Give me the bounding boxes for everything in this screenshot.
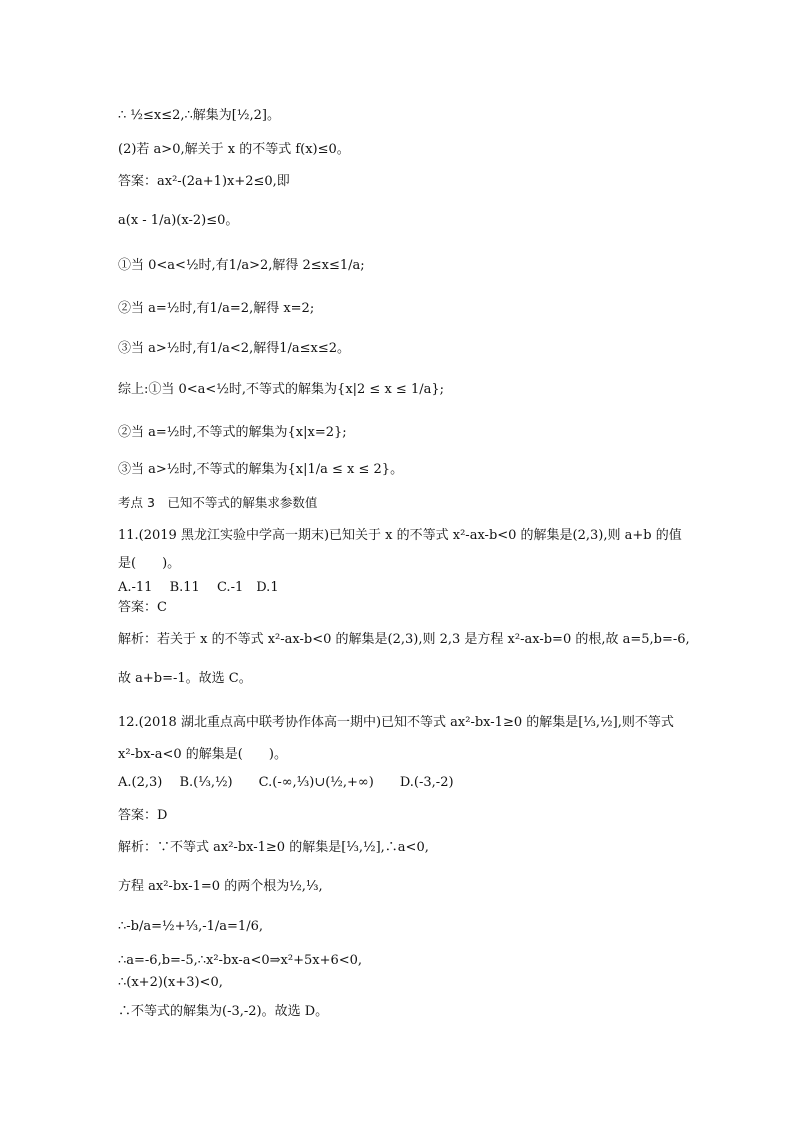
text-line: (2)若 a>0,解关于 x 的不等式 f(x)≤0。 [118, 142, 350, 157]
answer-label: 答案：C [118, 600, 167, 615]
text-line: ②当 a=½时,不等式的解集为{x|x=2}; [118, 425, 347, 440]
text-line: 故 a+b=-1。故选 C。 [118, 671, 252, 686]
section-heading: 考点 3 已知不等式的解集求参数值 [118, 495, 318, 510]
question-11: 11.(2019 黑龙江实验中学高一期末)已知关于 x 的不等式 x²-ax-b<0 的解集是(2,3),则 a+b 的值 [118, 528, 682, 543]
text-line: ∴(x+2)(x+3)<0, [118, 975, 223, 990]
text-line: x²-bx-a<0 的解集是( )。 [118, 747, 287, 762]
text-line: a(x - 1/a)(x-2)≤0。 [118, 213, 239, 228]
answer-label: 答案：D [118, 808, 168, 823]
text-line: ①当 0<a<½时,有1/a>2,解得 2≤x≤1/a; [118, 258, 365, 273]
text-line: 答案：ax²-(2a+1)x+2≤0,即 [118, 174, 290, 189]
text-line: ∴ ½≤x≤2,∴解集为[½,2]。 [118, 108, 280, 123]
text-line: ③当 a>½时,有1/a<2,解得1/a≤x≤2。 [118, 341, 350, 356]
text-line: ∴a=-6,b=-5,∴x²-bx-a<0⇒x²+5x+6<0, [118, 953, 363, 968]
text-line: ∴不等式的解集为(-3,-2)。故选 D。 [118, 1004, 329, 1019]
text-line: ②当 a=½时,有1/a=2,解得 x=2; [118, 301, 315, 316]
text-line: ③当 a>½时,不等式的解集为{x|1/a ≤ x ≤ 2}。 [118, 462, 404, 477]
text-line: 是( )。 [118, 556, 181, 571]
text-line: 方程 ax²-bx-1=0 的两个根为½,⅓, [118, 879, 323, 894]
text-line: ∴-b/a=½+⅓,-1/a=1/6, [118, 919, 263, 934]
explanation: 解析：∵不等式 ax²-bx-1≥0 的解集是[⅓,½],∴a<0, [118, 840, 429, 855]
explanation: 解析：若关于 x 的不等式 x²-ax-b<0 的解集是(2,3),则 2,3 是方程 x²-ax-b=0 的根,故 a=5,b=-6, [118, 632, 690, 647]
answer-options: A.(2,3) B.(⅓,½) C.(-∞,⅓)∪(½,+∞) D.(-3,-2) [118, 775, 454, 790]
question-12: 12.(2018 湖北重点高中联考协作体高一期中)已知不等式 ax²-bx-1≥0 的解集是[⅓,½],则不等式 [118, 715, 674, 730]
text-line: 综上:①当 0<a<½时,不等式的解集为{x|2 ≤ x ≤ 1/a}; [118, 382, 445, 397]
answer-options: A.-11 B.11 C.-1 D.1 [118, 580, 279, 595]
